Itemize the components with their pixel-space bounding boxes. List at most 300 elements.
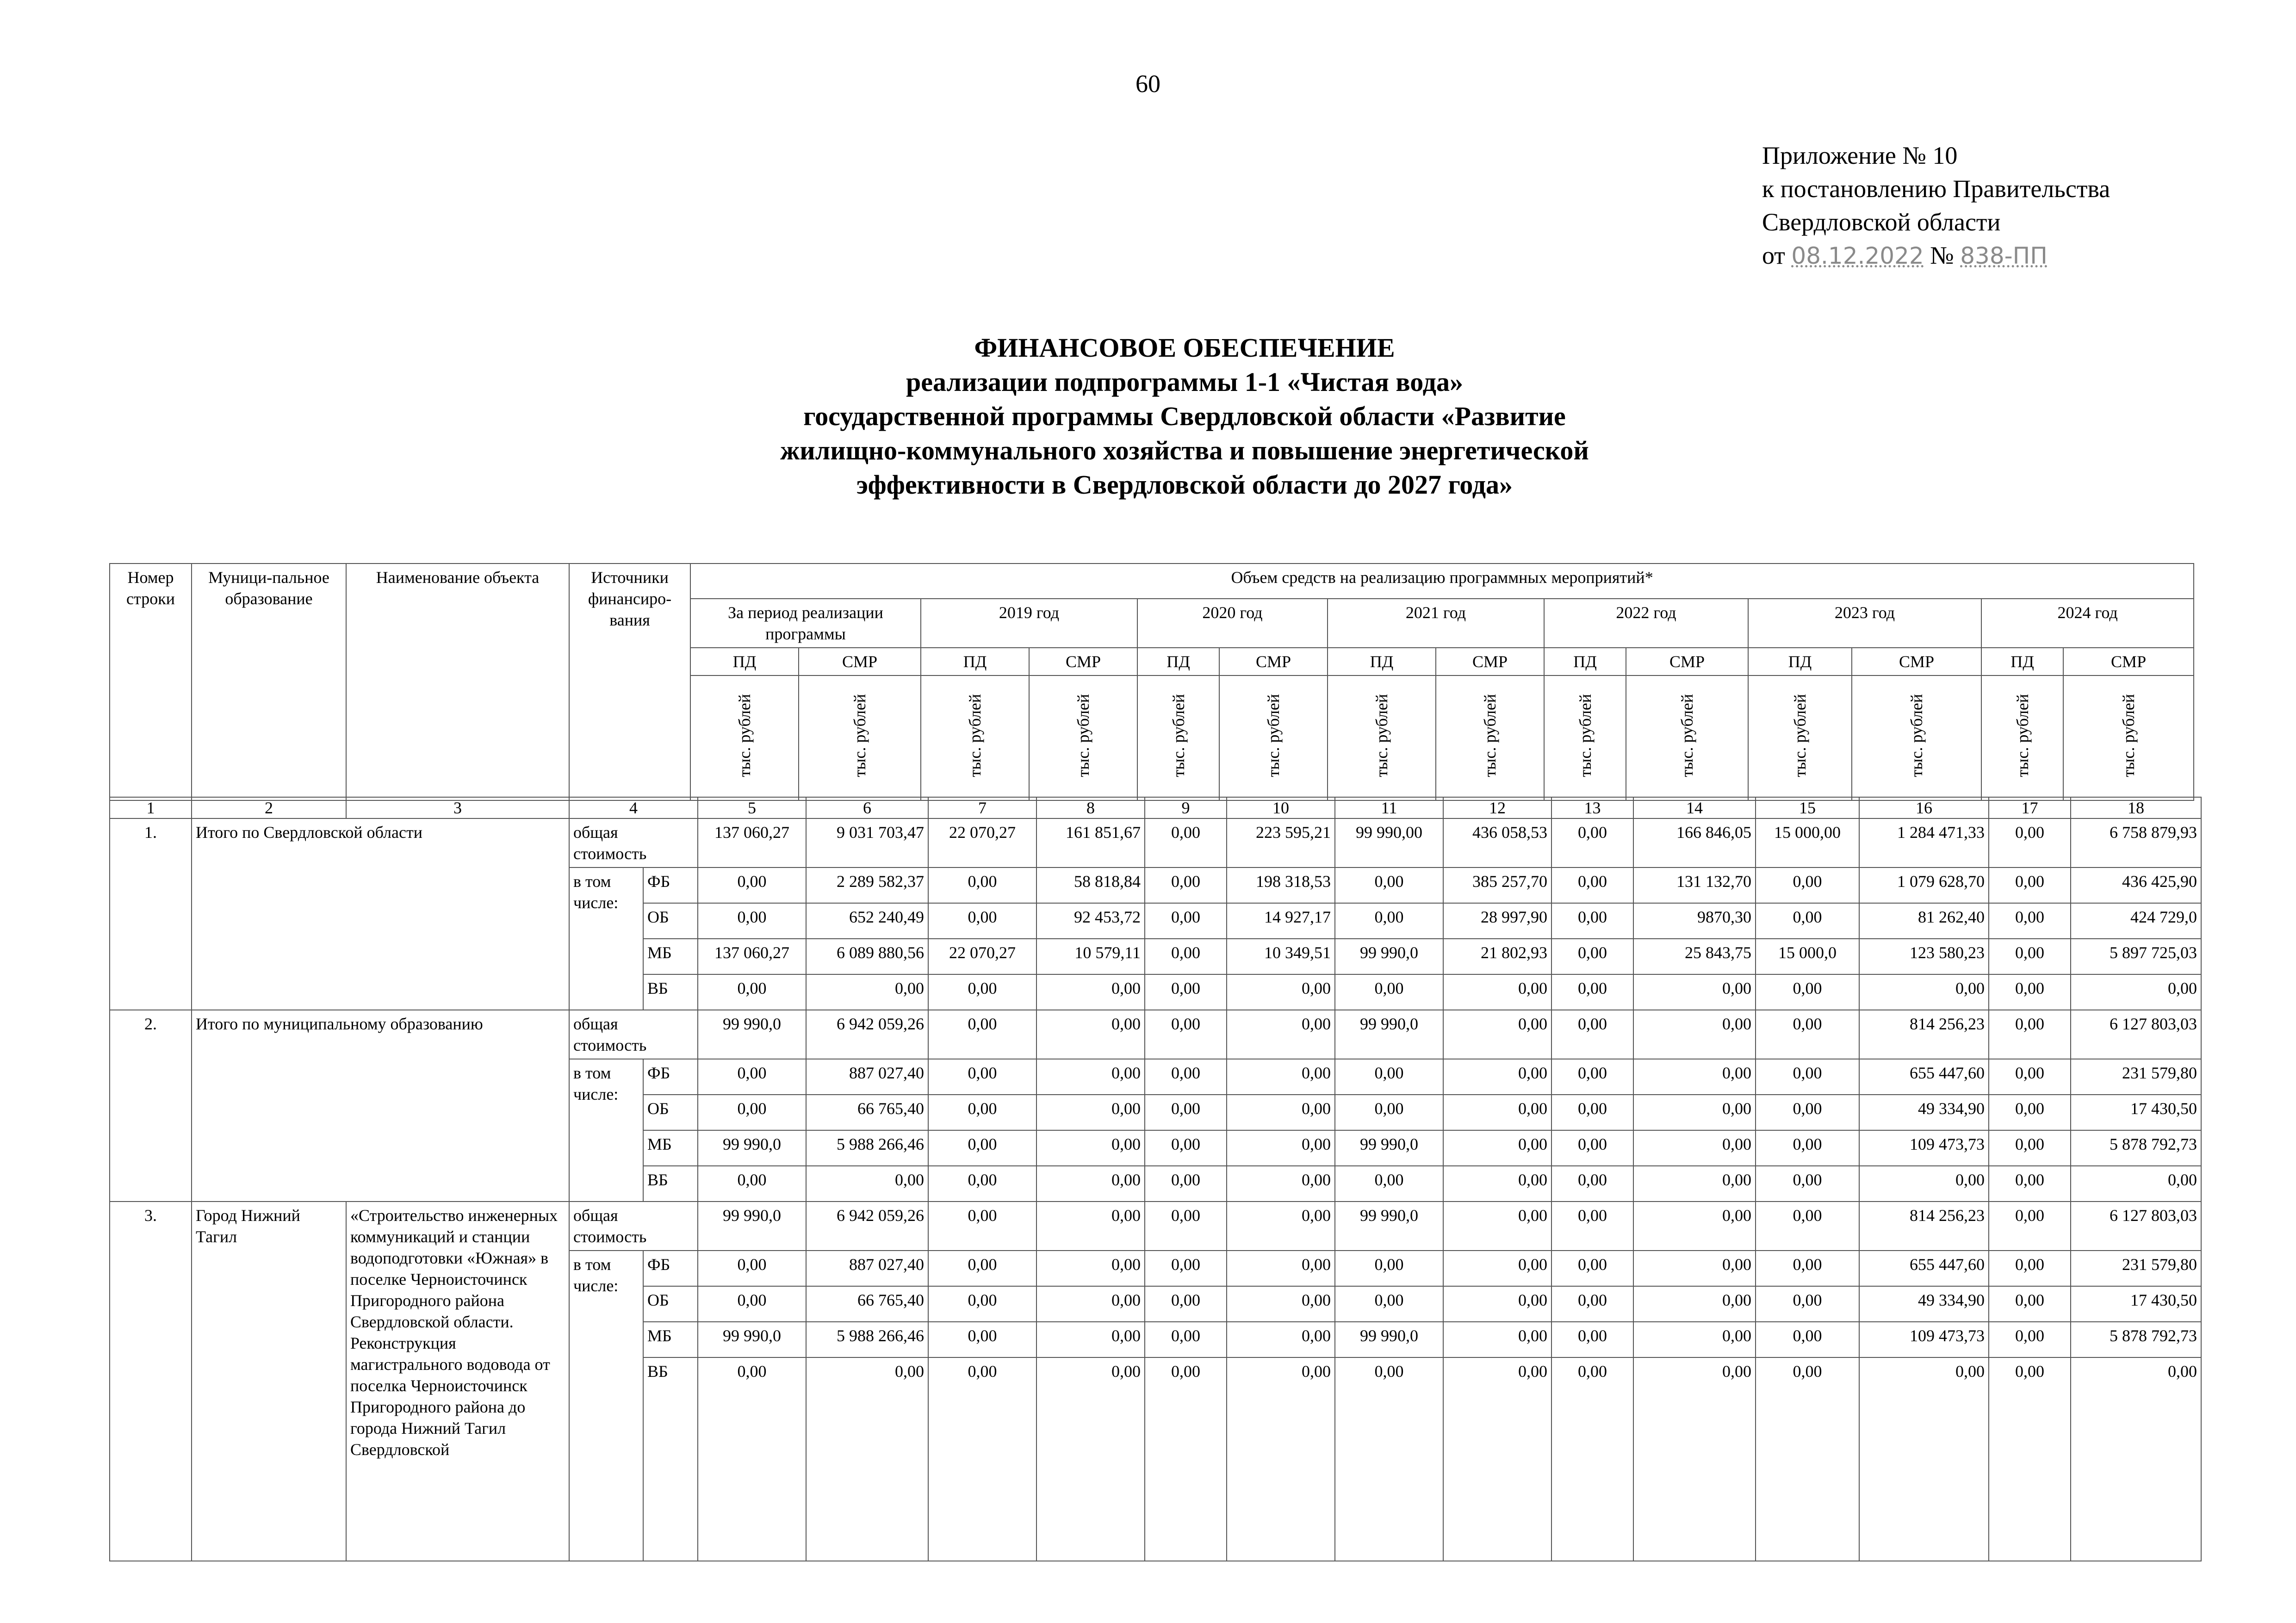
value-cell: 0,00 bbox=[928, 903, 1036, 939]
value-cell: 0,00 bbox=[1145, 1286, 1227, 1322]
value-cell: 0,00 bbox=[1633, 1322, 1756, 1357]
source-code: МБ bbox=[643, 1130, 698, 1166]
value-cell: 28 997,90 bbox=[1443, 903, 1551, 939]
unit-label: тыс. рублей bbox=[1678, 694, 1696, 777]
value-cell: 0,00 bbox=[1036, 1357, 1145, 1561]
value-cell: 0,00 bbox=[1036, 1322, 1145, 1357]
total-cost-label: общая стоимость bbox=[569, 818, 698, 867]
value-cell: 0,00 bbox=[1989, 818, 2071, 867]
value-cell: 0,00 bbox=[928, 974, 1036, 1010]
value-cell: 0,00 bbox=[928, 1251, 1036, 1286]
value-cell: 0,00 bbox=[1756, 1166, 1859, 1202]
row-number: 2. bbox=[110, 1010, 192, 1202]
value-cell: 99 990,0 bbox=[1335, 1010, 1443, 1059]
value-cell: 0,00 bbox=[1227, 1202, 1335, 1251]
header-smr: СМР bbox=[1219, 648, 1328, 675]
header-funding-sources: Источники финансиро-вания bbox=[569, 564, 690, 800]
value-cell: 0,00 bbox=[698, 974, 806, 1010]
column-number: 3 bbox=[346, 797, 569, 818]
header-unit bbox=[1748, 675, 1852, 800]
value-cell: 0,00 bbox=[1335, 1357, 1443, 1561]
value-cell: 436 058,53 bbox=[1443, 818, 1551, 867]
header-pd: ПД bbox=[1137, 648, 1219, 675]
value-cell: 99 990,0 bbox=[1335, 1202, 1443, 1251]
value-cell: 10 349,51 bbox=[1227, 939, 1335, 974]
group-name: Итого по Свердловской области bbox=[192, 818, 569, 1010]
value-cell: 0,00 bbox=[1443, 1010, 1551, 1059]
resolution-date: 08.12.2022 bbox=[1791, 242, 1924, 269]
row-number: 3. bbox=[110, 1202, 192, 1561]
header-pd: ПД bbox=[921, 648, 1029, 675]
value-cell: 0,00 bbox=[1989, 1357, 2071, 1561]
column-number: 6 bbox=[806, 797, 928, 818]
value-cell: 22 070,27 bbox=[928, 818, 1036, 867]
value-cell: 0,00 bbox=[698, 1059, 806, 1095]
header-year-2019: 2019 год bbox=[921, 599, 1137, 648]
column-number: 7 bbox=[928, 797, 1036, 818]
value-cell: 1 079 628,70 bbox=[1859, 867, 1989, 903]
value-cell: 0,00 bbox=[1443, 1251, 1551, 1286]
including-label: в том числе: bbox=[569, 867, 643, 1010]
value-cell: 9870,30 bbox=[1633, 903, 1756, 939]
value-cell: 10 579,11 bbox=[1036, 939, 1145, 974]
value-cell: 2 289 582,37 bbox=[806, 867, 928, 903]
value-cell: 0,00 bbox=[1551, 1095, 1633, 1130]
column-numbers-row bbox=[110, 797, 2201, 818]
value-cell: 0,00 bbox=[806, 974, 928, 1010]
title-line-2: реализации подпрограммы 1-1 «Чистая вода» bbox=[906, 367, 1463, 397]
value-cell: 0,00 bbox=[2071, 974, 2201, 1010]
column-number: 17 bbox=[1989, 797, 2071, 818]
unit-label: тыс. рублей bbox=[1264, 694, 1283, 777]
value-cell: 0,00 bbox=[1443, 1166, 1551, 1202]
value-cell: 0,00 bbox=[1443, 1286, 1551, 1322]
value-cell: 99 990,0 bbox=[698, 1010, 806, 1059]
value-cell: 0,00 bbox=[2071, 1357, 2201, 1561]
value-cell: 17 430,50 bbox=[2071, 1286, 2201, 1322]
value-cell: 109 473,73 bbox=[1859, 1322, 1989, 1357]
value-cell: 131 132,70 bbox=[1633, 867, 1756, 903]
value-cell: 0,00 bbox=[1227, 1357, 1335, 1561]
unit-label: тыс. рублей bbox=[1169, 694, 1188, 777]
value-cell: 15 000,0 bbox=[1756, 939, 1859, 974]
header-year-2021: 2021 год bbox=[1328, 599, 1544, 648]
header-smr: СМР bbox=[1436, 648, 1544, 675]
document-title bbox=[0, 331, 2296, 502]
header-unit bbox=[2063, 675, 2194, 800]
value-cell: 0,00 bbox=[1036, 1095, 1145, 1130]
value-cell: 0,00 bbox=[1633, 1095, 1756, 1130]
source-code: ОБ bbox=[643, 1095, 698, 1130]
column-number: 18 bbox=[2071, 797, 2201, 818]
value-cell: 0,00 bbox=[1756, 1251, 1859, 1286]
column-number: 13 bbox=[1551, 797, 1633, 818]
table-row bbox=[110, 1010, 2201, 1059]
source-code: ФБ bbox=[643, 1059, 698, 1095]
value-cell: 0,00 bbox=[1989, 867, 2071, 903]
table-row bbox=[110, 1202, 2201, 1251]
value-cell: 0,00 bbox=[1036, 1059, 1145, 1095]
value-cell: 0,00 bbox=[1989, 1166, 2071, 1202]
value-cell: 0,00 bbox=[1633, 1251, 1756, 1286]
value-cell: 6 127 803,03 bbox=[2071, 1010, 2201, 1059]
value-cell: 0,00 bbox=[698, 1166, 806, 1202]
source-code: ОБ bbox=[643, 903, 698, 939]
header-pd: ПД bbox=[1748, 648, 1852, 675]
value-cell: 424 729,0 bbox=[2071, 903, 2201, 939]
group-name: Итого по муниципальному образованию bbox=[192, 1010, 569, 1202]
value-cell: 0,00 bbox=[1145, 818, 1227, 867]
value-cell: 0,00 bbox=[1443, 1130, 1551, 1166]
value-cell: 0,00 bbox=[1227, 1059, 1335, 1095]
value-cell: 0,00 bbox=[806, 1166, 928, 1202]
header-unit bbox=[1328, 675, 1436, 800]
value-cell: 0,00 bbox=[1756, 1286, 1859, 1322]
value-cell: 161 851,67 bbox=[1036, 818, 1145, 867]
value-cell: 887 027,40 bbox=[806, 1059, 928, 1095]
value-cell: 655 447,60 bbox=[1859, 1251, 1989, 1286]
value-cell: 0,00 bbox=[1335, 974, 1443, 1010]
value-cell: 652 240,49 bbox=[806, 903, 928, 939]
value-cell: 99 990,0 bbox=[1335, 1130, 1443, 1166]
value-cell: 0,00 bbox=[1551, 1286, 1633, 1322]
value-cell: 0,00 bbox=[928, 1095, 1036, 1130]
header-unit bbox=[1137, 675, 1219, 800]
header-smr: СМР bbox=[1852, 648, 1981, 675]
value-cell: 0,00 bbox=[698, 1251, 806, 1286]
value-cell: 0,00 bbox=[928, 1059, 1036, 1095]
value-cell: 0,00 bbox=[1145, 1095, 1227, 1130]
appendix-line-1: Приложение № 10 bbox=[1762, 142, 1958, 169]
table-row bbox=[110, 818, 2201, 867]
value-cell: 0,00 bbox=[1551, 1202, 1633, 1251]
value-cell: 0,00 bbox=[1989, 1202, 2071, 1251]
value-cell: 0,00 bbox=[1227, 1166, 1335, 1202]
value-cell: 0,00 bbox=[1633, 1202, 1756, 1251]
appendix-line-2: к постановлению Правительства bbox=[1762, 175, 2110, 203]
value-cell: 6 089 880,56 bbox=[806, 939, 928, 974]
value-cell: 0,00 bbox=[1756, 1095, 1859, 1130]
value-cell: 0,00 bbox=[1633, 1166, 1756, 1202]
row-number: 1. bbox=[110, 818, 192, 1010]
header-pd: ПД bbox=[1328, 648, 1436, 675]
including-label: в том числе: bbox=[569, 1251, 643, 1561]
value-cell: 0,00 bbox=[1551, 939, 1633, 974]
value-cell: 0,00 bbox=[1227, 1010, 1335, 1059]
value-cell: 0,00 bbox=[1633, 1130, 1756, 1166]
value-cell: 0,00 bbox=[1145, 1322, 1227, 1357]
value-cell: 0,00 bbox=[1989, 1095, 2071, 1130]
resolution-number: 838-ПП bbox=[1960, 242, 2048, 269]
value-cell: 0,00 bbox=[1551, 974, 1633, 1010]
value-cell: 99 990,0 bbox=[1335, 1322, 1443, 1357]
object-name: «Строительство инженерных коммуникаций и станции водоподготовки «Южная» в поселке Черноисточинск Пригородного района Свердловской области. Реконструкция магистрального водовода от поселка Черноисточинск Пригородного района до города Нижний Тагил Свердловской bbox=[346, 1202, 569, 1561]
title-line-5: эффективности в Свердловской области до 2027 года» bbox=[856, 470, 1513, 500]
value-cell: 0,00 bbox=[1335, 1251, 1443, 1286]
header-smr: СМР bbox=[1626, 648, 1748, 675]
value-cell: 385 257,70 bbox=[1443, 867, 1551, 903]
value-cell: 58 818,84 bbox=[1036, 867, 1145, 903]
value-cell: 66 765,40 bbox=[806, 1286, 928, 1322]
value-cell: 0,00 bbox=[1989, 939, 2071, 974]
value-cell: 0,00 bbox=[1145, 1059, 1227, 1095]
value-cell: 0,00 bbox=[1145, 974, 1227, 1010]
value-cell: 0,00 bbox=[928, 1166, 1036, 1202]
value-cell: 0,00 bbox=[1756, 1059, 1859, 1095]
total-cost-label: общая стоимость bbox=[569, 1202, 698, 1251]
column-number: 8 bbox=[1036, 797, 1145, 818]
appendix-block bbox=[1762, 139, 2110, 273]
value-cell: 22 070,27 bbox=[928, 939, 1036, 974]
value-cell: 0,00 bbox=[1145, 1130, 1227, 1166]
value-cell: 6 942 059,26 bbox=[806, 1010, 928, 1059]
header-year-2020: 2020 год bbox=[1137, 599, 1328, 648]
header-unit bbox=[1544, 675, 1626, 800]
value-cell: 0,00 bbox=[1551, 1322, 1633, 1357]
column-number: 16 bbox=[1859, 797, 1989, 818]
value-cell: 0,00 bbox=[1036, 1010, 1145, 1059]
value-cell: 5 988 266,46 bbox=[806, 1130, 928, 1166]
value-cell: 0,00 bbox=[928, 1357, 1036, 1561]
value-cell: 1 284 471,33 bbox=[1859, 818, 1989, 867]
header-volume: Объем средств на реализацию программных мероприятий* bbox=[690, 564, 2194, 599]
value-cell: 0,00 bbox=[1443, 1059, 1551, 1095]
value-cell: 0,00 bbox=[1633, 1059, 1756, 1095]
value-cell: 9 031 703,47 bbox=[806, 818, 928, 867]
value-cell: 0,00 bbox=[1335, 1166, 1443, 1202]
source-code: МБ bbox=[643, 1322, 698, 1357]
value-cell: 137 060,27 bbox=[698, 939, 806, 974]
value-cell: 0,00 bbox=[1443, 1202, 1551, 1251]
value-cell: 814 256,23 bbox=[1859, 1010, 1989, 1059]
header-smr: СМР bbox=[1029, 648, 1137, 675]
value-cell: 6 758 879,93 bbox=[2071, 818, 2201, 867]
value-cell: 0,00 bbox=[698, 1286, 806, 1322]
value-cell: 15 000,00 bbox=[1756, 818, 1859, 867]
value-cell: 0,00 bbox=[1036, 1286, 1145, 1322]
column-number: 9 bbox=[1145, 797, 1227, 818]
value-cell: 5 878 792,73 bbox=[2071, 1322, 2201, 1357]
column-number: 14 bbox=[1633, 797, 1756, 818]
value-cell: 0,00 bbox=[928, 867, 1036, 903]
page-number: 60 bbox=[1136, 70, 1160, 98]
value-cell: 223 595,21 bbox=[1227, 818, 1335, 867]
value-cell: 123 580,23 bbox=[1859, 939, 1989, 974]
unit-label: тыс. рублей bbox=[2119, 694, 2138, 777]
value-cell: 0,00 bbox=[1335, 1059, 1443, 1095]
value-cell: 0,00 bbox=[1989, 1286, 2071, 1322]
value-cell: 137 060,27 bbox=[698, 818, 806, 867]
value-cell: 0,00 bbox=[1633, 1010, 1756, 1059]
value-cell: 0,00 bbox=[1756, 1010, 1859, 1059]
value-cell: 25 843,75 bbox=[1633, 939, 1756, 974]
value-cell: 0,00 bbox=[1859, 1357, 1989, 1561]
value-cell: 0,00 bbox=[1756, 1130, 1859, 1166]
source-code: ФБ bbox=[643, 867, 698, 903]
column-number: 10 bbox=[1227, 797, 1335, 818]
source-code: МБ bbox=[643, 939, 698, 974]
unit-label: тыс. рублей bbox=[1481, 694, 1499, 777]
value-cell: 0,00 bbox=[698, 903, 806, 939]
value-cell: 0,00 bbox=[1227, 1322, 1335, 1357]
source-code: ОБ bbox=[643, 1286, 698, 1322]
value-cell: 0,00 bbox=[1551, 903, 1633, 939]
value-cell: 0,00 bbox=[1227, 1130, 1335, 1166]
unit-label: тыс. рублей bbox=[1907, 694, 1926, 777]
header-unit bbox=[1436, 675, 1544, 800]
value-cell: 0,00 bbox=[1756, 903, 1859, 939]
value-cell: 0,00 bbox=[1551, 1251, 1633, 1286]
title-line-1: ФИНАНСОВОЕ ОБЕСПЕЧЕНИЕ bbox=[974, 333, 1395, 363]
header-smr: СМР bbox=[799, 648, 921, 675]
column-number: 2 bbox=[192, 797, 346, 818]
value-cell: 99 990,00 bbox=[1335, 818, 1443, 867]
appendix-line-3: Свердловской области bbox=[1762, 208, 2001, 236]
unit-label: тыс. рублей bbox=[1074, 694, 1092, 777]
header-unit bbox=[1852, 675, 1981, 800]
value-cell: 0,00 bbox=[1859, 974, 1989, 1010]
value-cell: 0,00 bbox=[1227, 1251, 1335, 1286]
value-cell: 0,00 bbox=[1036, 1251, 1145, 1286]
value-cell: 0,00 bbox=[698, 1095, 806, 1130]
value-cell: 0,00 bbox=[1036, 1202, 1145, 1251]
value-cell: 0,00 bbox=[1551, 1357, 1633, 1561]
value-cell: 99 990,0 bbox=[698, 1202, 806, 1251]
value-cell: 0,00 bbox=[1756, 1202, 1859, 1251]
unit-label: тыс. рублей bbox=[1372, 694, 1391, 777]
header-unit bbox=[1029, 675, 1137, 800]
value-cell: 0,00 bbox=[1989, 1322, 2071, 1357]
value-cell: 99 990,0 bbox=[698, 1322, 806, 1357]
header-pd: ПД bbox=[690, 648, 799, 675]
value-cell: 0,00 bbox=[1145, 1010, 1227, 1059]
value-cell: 99 990,0 bbox=[1335, 939, 1443, 974]
value-cell: 0,00 bbox=[698, 1357, 806, 1561]
value-cell: 0,00 bbox=[1335, 1095, 1443, 1130]
value-cell: 0,00 bbox=[1756, 1322, 1859, 1357]
header-object-name: Наименование объекта bbox=[346, 564, 569, 800]
value-cell: 0,00 bbox=[1551, 818, 1633, 867]
appendix-line-4 bbox=[1762, 239, 2110, 273]
value-cell: 0,00 bbox=[1036, 974, 1145, 1010]
value-cell: 0,00 bbox=[1551, 867, 1633, 903]
value-cell: 0,00 bbox=[806, 1357, 928, 1561]
source-code: ВБ bbox=[643, 974, 698, 1010]
value-cell: 0,00 bbox=[1335, 903, 1443, 939]
header-period: За период реализации программы bbox=[690, 599, 921, 648]
value-cell: 0,00 bbox=[698, 867, 806, 903]
header-unit bbox=[690, 675, 799, 800]
column-number: 15 bbox=[1756, 797, 1859, 818]
value-cell: 0,00 bbox=[1443, 1095, 1551, 1130]
value-cell: 0,00 bbox=[1989, 974, 2071, 1010]
header-row-number: Номер строки bbox=[110, 564, 192, 800]
value-cell: 198 318,53 bbox=[1227, 867, 1335, 903]
header-pd: ПД bbox=[1981, 648, 2063, 675]
title-line-3: государственной программы Свердловской области «Развитие bbox=[803, 401, 1566, 431]
unit-label: тыс. рублей bbox=[966, 694, 984, 777]
value-cell: 66 765,40 bbox=[806, 1095, 928, 1130]
value-cell: 0,00 bbox=[1551, 1130, 1633, 1166]
value-cell: 0,00 bbox=[1227, 1095, 1335, 1130]
value-cell: 109 473,73 bbox=[1859, 1130, 1989, 1166]
value-cell: 0,00 bbox=[928, 1322, 1036, 1357]
unit-label: тыс. рублей bbox=[850, 694, 869, 777]
header-unit bbox=[1626, 675, 1748, 800]
value-cell: 231 579,80 bbox=[2071, 1059, 2201, 1095]
header-unit bbox=[1981, 675, 2063, 800]
value-cell: 231 579,80 bbox=[2071, 1251, 2201, 1286]
value-cell: 436 425,90 bbox=[2071, 867, 2201, 903]
including-label: в том числе: bbox=[569, 1059, 643, 1202]
header-pd: ПД bbox=[1544, 648, 1626, 675]
value-cell: 0,00 bbox=[1335, 1286, 1443, 1322]
value-cell: 0,00 bbox=[1036, 1130, 1145, 1166]
value-cell: 0,00 bbox=[1145, 867, 1227, 903]
value-cell: 887 027,40 bbox=[806, 1251, 928, 1286]
value-cell: 6 942 059,26 bbox=[806, 1202, 928, 1251]
number-prefix: № bbox=[1924, 242, 1961, 269]
value-cell: 814 256,23 bbox=[1859, 1202, 1989, 1251]
value-cell: 0,00 bbox=[1633, 1286, 1756, 1322]
column-number: 1 bbox=[110, 797, 192, 818]
value-cell: 0,00 bbox=[928, 1202, 1036, 1251]
value-cell: 0,00 bbox=[1227, 974, 1335, 1010]
value-cell: 5 988 266,46 bbox=[806, 1322, 928, 1357]
unit-label: тыс. рублей bbox=[2013, 694, 2032, 777]
unit-label: тыс. рублей bbox=[1791, 694, 1809, 777]
title-line-4: жилищно-коммунального хозяйства и повышение энергетической bbox=[780, 435, 1589, 465]
value-cell: 0,00 bbox=[1989, 1130, 2071, 1166]
value-cell: 5 878 792,73 bbox=[2071, 1130, 2201, 1166]
column-number: 5 bbox=[698, 797, 806, 818]
value-cell: 0,00 bbox=[1335, 867, 1443, 903]
value-cell: 0,00 bbox=[1443, 974, 1551, 1010]
value-cell: 0,00 bbox=[1633, 1357, 1756, 1561]
date-prefix: от bbox=[1762, 242, 1792, 269]
value-cell: 49 334,90 bbox=[1859, 1095, 1989, 1130]
value-cell: 0,00 bbox=[1227, 1286, 1335, 1322]
header-unit bbox=[799, 675, 921, 800]
value-cell: 0,00 bbox=[928, 1010, 1036, 1059]
unit-label: тыс. рублей bbox=[1576, 694, 1595, 777]
value-cell: 0,00 bbox=[1145, 939, 1227, 974]
value-cell: 0,00 bbox=[1989, 1251, 2071, 1286]
header-smr: СМР bbox=[2063, 648, 2194, 675]
value-cell: 0,00 bbox=[1551, 1010, 1633, 1059]
value-cell: 0,00 bbox=[1145, 1357, 1227, 1561]
header-year-2024: 2024 год bbox=[1981, 599, 2194, 648]
financing-table bbox=[109, 797, 2202, 1561]
value-cell: 6 127 803,03 bbox=[2071, 1202, 2201, 1251]
value-cell: 49 334,90 bbox=[1859, 1286, 1989, 1322]
total-cost-label: общая стоимость bbox=[569, 1010, 698, 1059]
value-cell: 0,00 bbox=[1756, 974, 1859, 1010]
value-cell: 99 990,0 bbox=[698, 1130, 806, 1166]
value-cell: 0,00 bbox=[1756, 867, 1859, 903]
municipality-name: Город Нижний Тагил bbox=[192, 1202, 346, 1561]
value-cell: 0,00 bbox=[1859, 1166, 1989, 1202]
header-unit bbox=[921, 675, 1029, 800]
value-cell: 0,00 bbox=[928, 1130, 1036, 1166]
header-unit bbox=[1219, 675, 1328, 800]
value-cell: 0,00 bbox=[1756, 1357, 1859, 1561]
value-cell: 0,00 bbox=[1551, 1166, 1633, 1202]
column-number: 11 bbox=[1335, 797, 1443, 818]
value-cell: 0,00 bbox=[1989, 903, 2071, 939]
value-cell: 0,00 bbox=[2071, 1166, 2201, 1202]
source-code: ВБ bbox=[643, 1166, 698, 1202]
